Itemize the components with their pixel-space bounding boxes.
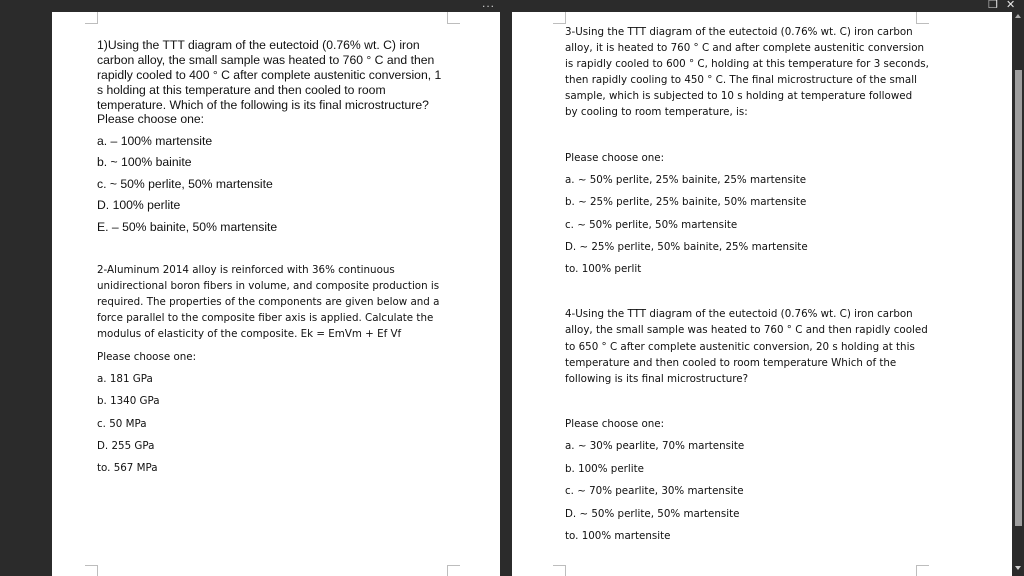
question-3-text-line: by cooling to room temperature, is:: [565, 106, 748, 118]
question-4-option-a[interactable]: a. ~ 30% pearlite, 70% martensite: [565, 440, 745, 452]
question-3-text-line: is rapidly cooled to 600 ° C, holding at this temperature for 3 seconds,: [565, 58, 929, 70]
question-3-option-a[interactable]: a. ~ 50% perlite, 25% bainite, 25% martensite: [565, 174, 807, 186]
question-2-option-c[interactable]: c. 50 MPa: [97, 418, 147, 430]
crop-mark-icon: [916, 565, 929, 576]
question-2-prompt: Please choose one:: [97, 351, 197, 363]
question-4-text-line: temperature and then cooled to room temperature Which of the: [565, 357, 897, 369]
restore-window-icon[interactable]: ❐: [988, 0, 998, 11]
question-2-option-e[interactable]: to. 567 MPa: [97, 462, 158, 474]
question-1-option-d[interactable]: D. 100% perlite: [97, 198, 181, 212]
crop-mark-icon: [553, 12, 566, 24]
document-page-left: [52, 12, 500, 576]
scroll-up-icon[interactable]: [1015, 14, 1021, 18]
crop-mark-icon: [916, 12, 929, 24]
question-2-text-line: 2-Aluminum 2014 alloy is reinforced with 36% continuous: [97, 264, 395, 276]
question-1-option-c[interactable]: c. ~ 50% perlite, 50% martensite: [97, 177, 273, 191]
question-2-text-line: unidirectional boron fibers in volume, and composite production is: [97, 280, 440, 292]
question-2-option-d[interactable]: D. 255 GPa: [97, 440, 155, 452]
question-3-text-line: alloy, it is heated to 760 ° C and after complete austenitic conversion: [565, 42, 925, 54]
question-4-option-d[interactable]: D. ~ 50% perlite, 50% martensite: [565, 508, 740, 520]
more-options-icon[interactable]: ...: [482, 0, 496, 10]
question-1-text-line: carbon alloy, the small sample was heated to 760 ° C and then: [97, 53, 435, 67]
question-3-text-line: 3-Using the TTT diagram of the eutectoid (0.76% wt. C) iron carbon: [565, 26, 913, 38]
vertical-scrollbar[interactable]: [1013, 12, 1024, 576]
crop-mark-icon: [85, 565, 98, 576]
crop-mark-icon: [447, 12, 460, 24]
question-4-option-b[interactable]: b. 100% perlite: [565, 463, 644, 475]
question-1-text-line: temperature. Which of the following is its final microstructure?: [97, 98, 429, 112]
question-4-option-c[interactable]: c. ~ 70% pearlite, 30% martensite: [565, 485, 744, 497]
question-1-text-line: s holding at this temperature and then cooled to room: [97, 83, 386, 97]
question-2-text-line: force parallel to the composite fiber axis is applied. Calculate the: [97, 312, 434, 324]
question-4-text-line: to 650 ° C after complete austenitic conversion, 20 s holding at this: [565, 341, 915, 353]
question-1-text-line: 1)Using the TTT diagram of the eutectoid (0.76% wt. C) iron: [97, 38, 420, 52]
question-2-text-line: required. The properties of the components are given below and a: [97, 296, 440, 308]
question-1-option-e[interactable]: E. – 50% bainite, 50% martensite: [97, 220, 278, 234]
document-page-right: [512, 12, 1012, 576]
question-1-option-b[interactable]: b. ~ 100% bainite: [97, 155, 192, 169]
question-1-text-line: rapidly cooled to 400 ° C after complete austenitic conversion, 1: [97, 68, 442, 82]
question-3-option-b[interactable]: b. ~ 25% perlite, 25% bainite, 50% martensite: [565, 196, 807, 208]
scrollbar-thumb[interactable]: [1015, 70, 1022, 526]
question-4-prompt: Please choose one:: [565, 418, 665, 430]
scroll-down-icon[interactable]: [1015, 566, 1021, 570]
question-4-text-line: following is its final microstructure?: [565, 373, 749, 385]
question-2-option-a[interactable]: a. 181 GPa: [97, 373, 153, 385]
crop-mark-icon: [447, 565, 460, 576]
question-2-text-line: modulus of elasticity of the composite. Ek = EmVm + Ef Vf: [97, 328, 402, 340]
close-window-icon[interactable]: ✕: [1006, 0, 1016, 11]
question-3-option-d[interactable]: D. ~ 25% perlite, 50% bainite, 25% martensite: [565, 241, 808, 253]
crop-mark-icon: [553, 565, 566, 576]
crop-mark-icon: [85, 12, 98, 24]
question-3-prompt: Please choose one:: [565, 152, 665, 164]
title-bar: [0, 0, 1024, 12]
question-3-text-line: sample, which is subjected to 10 s holding at temperature followed: [565, 90, 913, 102]
question-3-option-c[interactable]: c. ~ 50% perlite, 50% martensite: [565, 219, 738, 231]
question-1-option-a[interactable]: a. – 100% martensite: [97, 134, 213, 148]
question-4-option-e[interactable]: to. 100% martensite: [565, 530, 671, 542]
question-4-text-line: 4-Using the TTT diagram of the eutectoid (0.76% wt. C) iron carbon: [565, 308, 913, 320]
question-3-text-line: then rapidly cooling to 450 ° C. The final microstructure of the small: [565, 74, 917, 86]
question-2-option-b[interactable]: b. 1340 GPa: [97, 395, 160, 407]
question-1-prompt: Please choose one:: [97, 112, 205, 126]
question-4-text-line: alloy, the small sample was heated to 760 ° C and then rapidly cooled: [565, 324, 928, 336]
question-3-option-e[interactable]: to. 100% perlit: [565, 263, 642, 275]
